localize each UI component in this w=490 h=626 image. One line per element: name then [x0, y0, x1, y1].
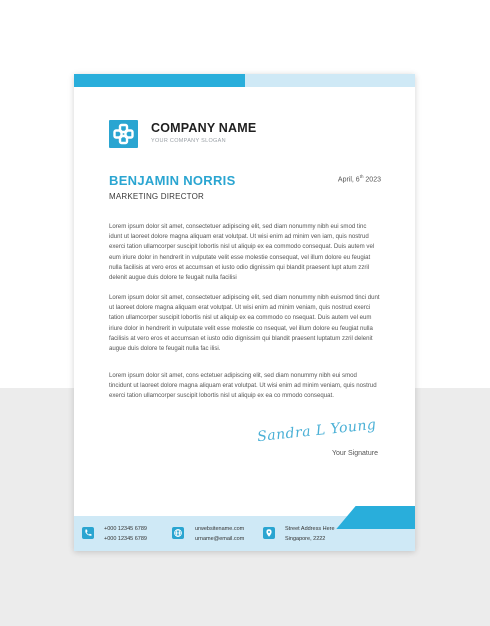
phone-icon — [82, 527, 94, 539]
signature-label: Your Signature — [331, 450, 378, 457]
email-text: urname@email.com — [195, 535, 245, 542]
footer-web — [195, 525, 244, 544]
location-pin-icon — [263, 527, 275, 539]
address-line-1: Street Address Here — [285, 526, 335, 532]
handwritten-signature: Sandra L Young — [256, 416, 378, 446]
website-text: urwebsitename.com — [195, 526, 245, 532]
phone-line-1: +000 12345 6789 — [104, 526, 147, 532]
header-light-bar — [245, 74, 415, 87]
letterhead-page — [74, 74, 415, 551]
globe-icon — [172, 527, 184, 539]
phone-line-2: +000 12345 6789 — [104, 535, 147, 542]
footer-phone — [104, 525, 147, 544]
body-paragraph: Lorem ipsum dolor sit amet, consectetuer adipiscing elit, sed diam nonummy nibh eui smod tinc idunt ut laoreet dolore magna aliquam erat volutpat. Ut wisi enim ad minim ven iam, quis nostrud exerci tation ullamcorper suscipit lobortis nisl ut aliquip ex ea commodo consequat. Duis autem vel eum iriure dolor in hendrerit in vulputate velit esse molestie consequat, vel illum dolore eu feugiat nulla facilisis at vero eros et accumsan et iusto odio dignissim qui blandit praesent lupt atum zzril delenit augue duis dolore te feugait nulla facilisi — [109, 223, 375, 282]
cross-logo-icon — [109, 120, 138, 148]
address-line-2: Singapore, 2222 — [285, 535, 326, 542]
footer-address — [285, 525, 335, 544]
letter-date: April, 6th 2023 — [337, 174, 381, 184]
body-paragraph: Lorem ipsum dolor sit amet, consectetuer adipiscing elit, sed diam nonummy nibh euismod tinci dunt ut laoreet dolore magna aliquam erat volutpat. Ut wisi enim ad minim veniam, quis nostrud exerci tation ullamcorper suscipit lobortis nisl ut aliquip ex ea commodo co nsequat. Duis autem vel eum iriure dolor in hendrerit in vulputate velit esse molestie co nsequat, vel illum dolore eu feugiat nulla facilisis at vero eros et accumsan et iusto odio dignissim qui blandit praesent luptatum zzril delenit augue duis dolore te feugait nulla fac ilisi. — [109, 294, 380, 353]
company-slogan: YOUR COMPANY SLOGAN — [151, 138, 226, 144]
company-name: COMPANY NAME — [151, 121, 257, 135]
sender-name: BENJAMIN NORRIS — [109, 173, 236, 188]
header-accent-bar — [74, 74, 245, 87]
footer-accent-shape — [336, 506, 415, 529]
sender-title: MARKETING DIRECTOR — [109, 192, 205, 201]
body-paragraph: Lorem ipsum dolor sit amet, cons ectetuer adipiscing elit, sed diam nonummy nibh eui smod tincidunt ut laoreet dolore magna aliquam erat volutpat. Ut wisi enim ad minim veniam, quis nostrud exerci tation ullamcorper suscipit lobortis nisl ut aliquip ex ea co mmodo consequat. — [109, 372, 377, 400]
